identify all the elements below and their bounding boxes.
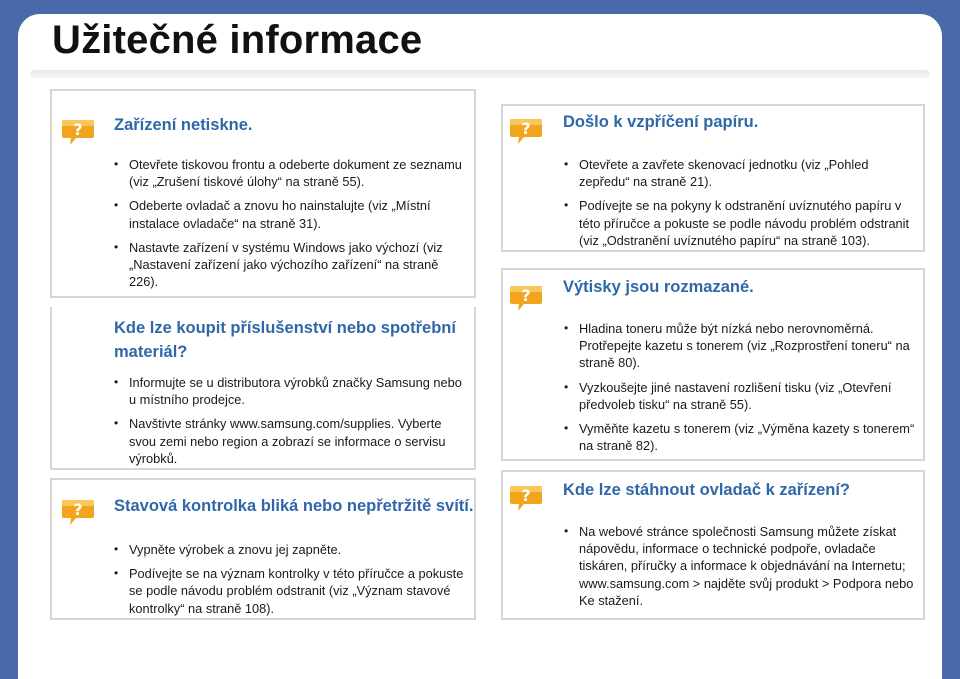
list-item: • Otevřete a zavřete skenovací jednotku (viz „Pohled zepředu“ na straně 21). <box>563 156 919 190</box>
question-mark-icon <box>508 116 544 146</box>
svg-text:?: ? <box>73 500 83 519</box>
heading-download-driver: Kde lze stáhnout ovladač k zařízení? <box>563 481 850 499</box>
list-item: • Vypněte výrobek a znovu jej zapněte. <box>113 541 467 558</box>
heading-smeared: Výtisky jsou rozmazané. <box>563 278 754 296</box>
heading-paper-jam: Došlo k vzpříčení papíru. <box>563 113 759 131</box>
list-item: • Odeberte ovladač a znovu ho nainstalujte (viz „Místní instalace ovladače“ na straně 31). <box>113 197 467 231</box>
list-item: • Nastavte zařízení v systému Windows jako výchozí (viz „Nastavení zařízení jako výchozího zařízení“ na straně 226). <box>113 239 467 291</box>
list-item: • Podívejte se na pokyny k odstranění uvíznutého papíru v této příručce a pokuste se podle návodu problém odstranit (viz „Odstranění uvíznutého papíru“ na straně 103). <box>563 197 919 249</box>
list-item: • Hladina toneru může být nízká nebo nerovnoměrná. Protřepejte kazetu s tonerem (viz „Rozprostření toneru“ na straně 80). <box>563 320 919 372</box>
list-item: • Na webové stránce společnosti Samsung můžete získat nápovědu, informace o technické podpoře, ovladače tiskáren, příručky a informace k objednávání na Internetu; www.samsung.com > najděte svůj produkt > Podpora nebo Ke stažení. <box>563 523 919 609</box>
list-item: • Navštivte stránky www.samsung.com/supplies. Vyberte svou zemi nebo region a zobrazí se informace o servisu výrobků. <box>113 415 467 467</box>
question-mark-icon <box>60 497 96 527</box>
list-item: • Vyzkoušejte jiné nastavení rozlišení tisku (viz „Otevření předvoleb tisku“ na straně 55). <box>563 379 919 413</box>
question-mark-icon <box>60 117 96 147</box>
title-divider <box>30 70 930 78</box>
list-item: • Vyměňte kazetu s tonerem (viz „Výměna kazety s tonerem“ na straně 82). <box>563 420 919 454</box>
list-paper-jam <box>563 156 919 256</box>
list-item: • Informujte se u distributora výrobků značky Samsung nebo u místního prodejce. <box>113 374 467 408</box>
list-download-driver <box>563 523 919 616</box>
question-mark-icon <box>508 283 544 313</box>
heading-buy-accessories: Kde lze koupit příslušenství nebo spotřební materiál? <box>114 319 456 361</box>
list-not-printing <box>113 156 467 297</box>
svg-text:?: ? <box>73 120 83 139</box>
svg-text:?: ? <box>521 486 531 505</box>
heading-not-printing: Zařízení netiskne. <box>114 116 253 134</box>
list-status-led <box>113 541 467 624</box>
svg-text:?: ? <box>521 286 531 305</box>
list-buy-accessories <box>113 374 467 474</box>
list-smeared <box>563 320 919 461</box>
heading-status-led: Stavová kontrolka bliká nebo nepřetržitě svítí. <box>114 497 474 515</box>
list-item: • Podívejte se na význam kontrolky v této příručce a pokuste se podle návodu problém odstranit (viz „Význam stavové kontrolky“ na straně 108). <box>113 565 467 617</box>
list-item: • Otevřete tiskovou frontu a odeberte dokument ze seznamu (viz „Zrušení tiskové úlohy“ na straně 55). <box>113 156 467 190</box>
question-mark-icon <box>508 483 544 513</box>
page-title: Užitečné informace <box>52 18 423 62</box>
svg-text:?: ? <box>521 119 531 138</box>
